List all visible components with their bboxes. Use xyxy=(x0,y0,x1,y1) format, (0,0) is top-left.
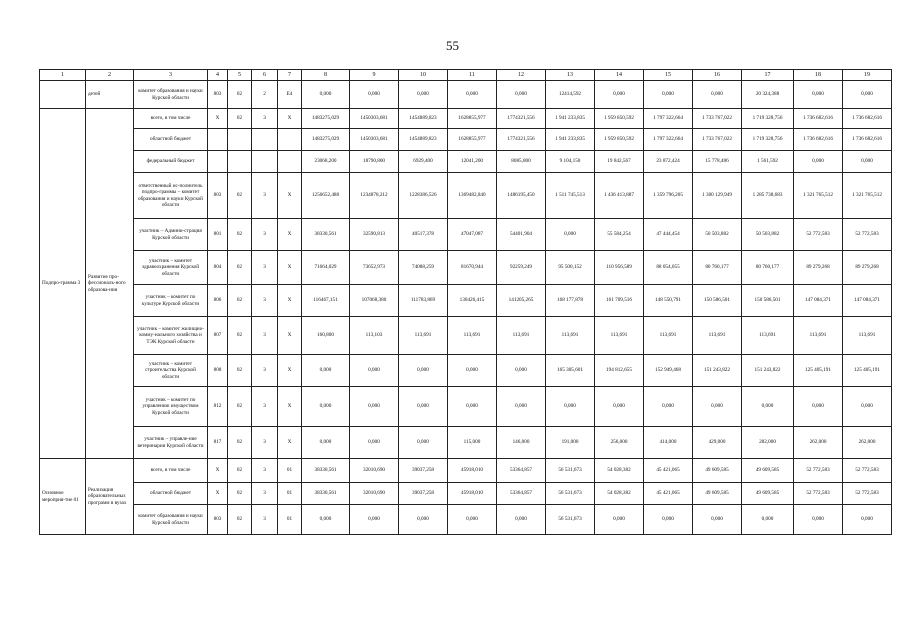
amount-cell: 15 778,486 xyxy=(693,151,742,173)
amount-cell: 1454889,823 xyxy=(399,109,448,129)
amount-cell: 151 243,822 xyxy=(693,355,742,387)
code-program: 02 xyxy=(228,505,252,535)
table-row xyxy=(40,173,892,219)
amount-cell: 52 772,583 xyxy=(794,483,843,505)
amount-cell: 113,691 xyxy=(843,317,892,355)
code-subprogram: 3 xyxy=(252,173,278,219)
amount-cell: 0,000 xyxy=(693,81,742,109)
table-row xyxy=(40,355,892,387)
amount-cell: 50 503,882 xyxy=(693,219,742,251)
amount-cell: 282,000 xyxy=(742,427,794,459)
amount-cell: 38330,561 xyxy=(302,483,350,505)
amount-cell: 80 760,177 xyxy=(742,251,794,285)
table-row xyxy=(40,387,892,427)
responsible-party: областной бюджет xyxy=(134,129,208,151)
amount-cell: 6929,400 xyxy=(399,151,448,173)
code-program: 02 xyxy=(228,427,252,459)
amount-cell: 47047,087 xyxy=(448,219,497,251)
column-header: 16 xyxy=(693,70,742,81)
code-activity: Х xyxy=(278,387,302,427)
amount-cell: 49 609,585 xyxy=(742,459,794,483)
amount-cell: 45918,010 xyxy=(448,459,497,483)
amount-cell: 113,691 xyxy=(644,317,693,355)
code-activity: Х xyxy=(278,109,302,129)
amount-cell: 23068,200 xyxy=(302,151,350,173)
amount-cell: 1 285 738,683 xyxy=(742,173,794,219)
amount-cell: 1 733 767,022 xyxy=(693,129,742,151)
amount-cell: 113,691 xyxy=(742,317,794,355)
code-program xyxy=(228,151,252,173)
code-subprogram: 3 xyxy=(252,505,278,535)
amount-cell: 160,800 xyxy=(302,317,350,355)
amount-cell: 1628855,977 xyxy=(448,109,497,129)
amount-cell: 1 561,592 xyxy=(742,151,794,173)
column-header: 15 xyxy=(644,70,693,81)
amount-cell: 1 719 328,756 xyxy=(742,129,794,151)
code-subprogram: 3 xyxy=(252,355,278,387)
amount-cell: 113,691 xyxy=(546,317,595,355)
table-row xyxy=(40,151,892,173)
table-row xyxy=(40,505,892,535)
amount-cell: 113,691 xyxy=(794,317,843,355)
amount-cell: 113,691 xyxy=(399,317,448,355)
amount-cell: 8085,800 xyxy=(497,151,546,173)
amount-cell: 0,000 xyxy=(350,81,399,109)
amount-cell: 148 550,791 xyxy=(644,285,693,317)
amount-cell: 0,000 xyxy=(448,387,497,427)
amount-cell: 12041,200 xyxy=(448,151,497,173)
amount-cell: 55 584,254 xyxy=(595,219,644,251)
code-grbs: Х xyxy=(208,483,228,505)
code-grbs: 803 xyxy=(208,505,228,535)
code-grbs: 804 xyxy=(208,251,228,285)
amount-cell: 0,000 xyxy=(497,355,546,387)
amount-cell: 0,000 xyxy=(794,505,843,535)
amount-cell: 49 609,585 xyxy=(742,483,794,505)
amount-cell: 0,000 xyxy=(350,387,399,427)
amount-cell: 0,000 xyxy=(350,355,399,387)
amount-cell: 0,000 xyxy=(644,81,693,109)
amount-cell: 1450303,681 xyxy=(350,109,399,129)
amount-cell: 74088,259 xyxy=(399,251,448,285)
amount-cell: 0,000 xyxy=(794,81,843,109)
amount-cell: 1 941 233,835 xyxy=(546,129,595,151)
amount-cell: 56 531,673 xyxy=(546,483,595,505)
table-row xyxy=(40,459,892,483)
column-header: 14 xyxy=(595,70,644,81)
table-row xyxy=(40,427,892,459)
amount-cell: 147 084,371 xyxy=(843,285,892,317)
amount-cell: 52 772,583 xyxy=(843,459,892,483)
amount-cell: 0,000 xyxy=(843,81,892,109)
responsible-party: участник – Админи-страция Курской области xyxy=(134,219,208,251)
amount-cell: 0,000 xyxy=(399,81,448,109)
amount-cell: 1 321 765,512 xyxy=(843,173,892,219)
amount-cell: 194 812,655 xyxy=(595,355,644,387)
code-program: 02 xyxy=(228,285,252,317)
amount-cell: 0,000 xyxy=(742,387,794,427)
amount-cell: 45 421,065 xyxy=(644,483,693,505)
table-row xyxy=(40,219,892,251)
amount-cell: 150 586,501 xyxy=(693,285,742,317)
program-label: Основное мероприя-тие 01 xyxy=(40,459,86,535)
amount-cell: 414,000 xyxy=(644,427,693,459)
column-header: 12 xyxy=(497,70,546,81)
amount-cell: 32010,690 xyxy=(350,483,399,505)
amount-cell: 20 324,388 xyxy=(742,81,794,109)
amount-cell: 0,000 xyxy=(742,505,794,535)
column-header: 19 xyxy=(843,70,892,81)
amount-cell: 1256652,488 xyxy=(302,173,350,219)
code-subprogram: 3 xyxy=(252,109,278,129)
amount-cell: 0,000 xyxy=(595,81,644,109)
responsible-party: федеральный бюджет xyxy=(134,151,208,173)
amount-cell: 1 959 850,592 xyxy=(595,109,644,129)
amount-cell: 81670,944 xyxy=(448,251,497,285)
amount-cell: 0,000 xyxy=(399,355,448,387)
amount-cell: 1628855,977 xyxy=(448,129,497,151)
amount-cell: 165 305,601 xyxy=(546,355,595,387)
amount-cell: 0,000 xyxy=(350,505,399,535)
column-header: 8 xyxy=(302,70,350,81)
program-name: Развитие про-фессиональ-ного образова-ния xyxy=(86,109,134,459)
amount-cell: 1 736 682,616 xyxy=(794,129,843,151)
column-header: 4 xyxy=(208,70,228,81)
amount-cell: 1774321,556 xyxy=(497,109,546,129)
amount-cell: 53364,857 xyxy=(497,483,546,505)
amount-cell: 262,000 xyxy=(794,427,843,459)
amount-cell: 12414,592 xyxy=(546,81,595,109)
program-label xyxy=(40,81,86,109)
amount-cell: 1483275,029 xyxy=(302,129,350,151)
amount-cell: 0,000 xyxy=(302,355,350,387)
amount-cell: 52 772,583 xyxy=(843,483,892,505)
amount-cell: 38330,561 xyxy=(302,219,350,251)
amount-cell: 32590,813 xyxy=(350,219,399,251)
code-subprogram: 3 xyxy=(252,219,278,251)
code-program: 02 xyxy=(228,219,252,251)
responsible-party: участник – комитет жилищно- комму-нального хозяйства и ТЭК Курской области xyxy=(134,317,208,355)
budget-table xyxy=(39,69,892,535)
amount-cell: 256,000 xyxy=(595,427,644,459)
code-program: 02 xyxy=(228,387,252,427)
amount-cell: 23 872,424 xyxy=(644,151,693,173)
amount-cell: 1 736 682,616 xyxy=(794,109,843,129)
code-subprogram: 3 xyxy=(252,427,278,459)
code-grbs: 803 xyxy=(208,173,228,219)
amount-cell: 1 511 745,513 xyxy=(546,173,595,219)
code-grbs xyxy=(208,129,228,151)
amount-cell: 80 760,177 xyxy=(693,251,742,285)
amount-cell: 130426,415 xyxy=(448,285,497,317)
code-program: 02 xyxy=(228,109,252,129)
code-activity: Х xyxy=(278,173,302,219)
amount-cell: 151 243,822 xyxy=(742,355,794,387)
amount-cell: 113,691 xyxy=(595,317,644,355)
amount-cell: 1 359 796,205 xyxy=(644,173,693,219)
amount-cell: 0,000 xyxy=(546,219,595,251)
table-row xyxy=(40,109,892,129)
amount-cell: 0,000 xyxy=(302,387,350,427)
code-activity: Х xyxy=(278,219,302,251)
code-grbs: 806 xyxy=(208,285,228,317)
amount-cell: 1 736 682,616 xyxy=(843,109,892,129)
amount-cell: 168 177,878 xyxy=(546,285,595,317)
responsible-party: ответственный ис-полнитель подпро-граммы – комитет образования и науки Курской области xyxy=(134,173,208,219)
amount-cell: 0,000 xyxy=(644,505,693,535)
amount-cell: 0,000 xyxy=(302,427,350,459)
responsible-party: участник – комитет строительства Курской области xyxy=(134,355,208,387)
table-row xyxy=(40,483,892,505)
amount-cell: 0,000 xyxy=(497,81,546,109)
code-activity xyxy=(278,151,302,173)
code-grbs xyxy=(208,151,228,173)
responsible-party: всего, в том числе xyxy=(134,459,208,483)
amount-cell: 0,000 xyxy=(794,387,843,427)
amount-cell: 39037,258 xyxy=(399,483,448,505)
amount-cell: 19 842,567 xyxy=(595,151,644,173)
code-program: 02 xyxy=(228,81,252,109)
amount-cell: 1 436 413,887 xyxy=(595,173,644,219)
amount-cell: 1486195,450 xyxy=(497,173,546,219)
code-activity: Х xyxy=(278,251,302,285)
code-grbs: 803 xyxy=(208,81,228,109)
amount-cell: 0,000 xyxy=(693,505,742,535)
code-subprogram: 3 xyxy=(252,387,278,427)
amount-cell: 1 736 682,616 xyxy=(843,129,892,151)
program-name: Реализация образовательных программ в вузах xyxy=(86,459,134,535)
column-header: 17 xyxy=(742,70,794,81)
amount-cell: 1 300 129,949 xyxy=(693,173,742,219)
amount-cell: 0,000 xyxy=(497,387,546,427)
table-row xyxy=(40,317,892,355)
column-header: 7 xyxy=(278,70,302,81)
amount-cell: 49 609,585 xyxy=(693,483,742,505)
amount-cell: 0,000 xyxy=(546,387,595,427)
responsible-party: областной бюджет xyxy=(134,483,208,505)
amount-cell: 113,691 xyxy=(448,317,497,355)
amount-cell: 0,000 xyxy=(302,505,350,535)
amount-cell: 113,691 xyxy=(693,317,742,355)
amount-cell: 0,000 xyxy=(644,387,693,427)
amount-cell: 429,000 xyxy=(693,427,742,459)
amount-cell: 150 586,501 xyxy=(742,285,794,317)
program-label: Подпро-грамма 3 xyxy=(40,109,86,459)
code-activity: 01 xyxy=(278,459,302,483)
code-activity: Х xyxy=(278,355,302,387)
amount-cell: 146,000 xyxy=(497,427,546,459)
amount-cell: 0,000 xyxy=(794,151,843,173)
amount-cell: 0,000 xyxy=(399,505,448,535)
amount-cell: 45918,010 xyxy=(448,483,497,505)
responsible-party: комитет образования и науки Курской области xyxy=(134,81,208,109)
amount-cell: 110 956,589 xyxy=(595,251,644,285)
responsible-party: участник – управле-ние ветеринарии Курской области xyxy=(134,427,208,459)
amount-cell: 1 321 765,512 xyxy=(794,173,843,219)
amount-cell: 0,000 xyxy=(843,151,892,173)
amount-cell: 0,000 xyxy=(448,355,497,387)
column-header: 9 xyxy=(350,70,399,81)
code-program xyxy=(228,129,252,151)
amount-cell: 115,000 xyxy=(448,427,497,459)
amount-cell: 0,000 xyxy=(399,387,448,427)
amount-cell: 0,000 xyxy=(595,387,644,427)
amount-cell: 1450303,681 xyxy=(350,129,399,151)
page-number: 55 xyxy=(446,38,459,53)
amount-cell: 113,103 xyxy=(350,317,399,355)
amount-cell: 0,000 xyxy=(497,505,546,535)
table-row xyxy=(40,81,892,109)
amount-cell: 49 609,585 xyxy=(693,459,742,483)
column-header: 10 xyxy=(399,70,448,81)
amount-cell: 152 949,468 xyxy=(644,355,693,387)
amount-cell: 107068,380 xyxy=(350,285,399,317)
amount-cell: 0,000 xyxy=(843,505,892,535)
code-activity: Х xyxy=(278,317,302,355)
amount-cell: 262,000 xyxy=(843,427,892,459)
amount-cell: 1369482,840 xyxy=(448,173,497,219)
amount-cell: 111783,869 xyxy=(399,285,448,317)
responsible-party: всего, в том числе xyxy=(134,109,208,129)
code-subprogram xyxy=(252,129,278,151)
column-header: 3 xyxy=(134,70,208,81)
amount-cell: 161 709,516 xyxy=(595,285,644,317)
amount-cell: 50 503,882 xyxy=(742,219,794,251)
amount-cell: 147 084,371 xyxy=(794,285,843,317)
amount-cell: 38330,561 xyxy=(302,459,350,483)
amount-cell: 52 772,583 xyxy=(794,459,843,483)
amount-cell: 54401,904 xyxy=(497,219,546,251)
code-grbs: 812 xyxy=(208,387,228,427)
amount-cell: 113,691 xyxy=(497,317,546,355)
code-subprogram: 3 xyxy=(252,285,278,317)
amount-cell: 71664,029 xyxy=(302,251,350,285)
responsible-party: комитет образования и науки Курской области xyxy=(134,505,208,535)
amount-cell: 1 797 322,664 xyxy=(644,109,693,129)
responsible-party: участник – комитет здравоохранения Курской области xyxy=(134,251,208,285)
amount-cell: 54 028,382 xyxy=(595,483,644,505)
amount-cell: 1228386,526 xyxy=(399,173,448,219)
code-program: 02 xyxy=(228,459,252,483)
amount-cell: 88 054,055 xyxy=(644,251,693,285)
code-activity xyxy=(278,129,302,151)
table-row xyxy=(40,285,892,317)
amount-cell: 125 405,191 xyxy=(843,355,892,387)
code-grbs: 807 xyxy=(208,317,228,355)
amount-cell: 54 028,382 xyxy=(595,459,644,483)
code-program: 02 xyxy=(228,317,252,355)
code-activity: 01 xyxy=(278,483,302,505)
amount-cell: 0,000 xyxy=(843,387,892,427)
amount-cell: 18790,800 xyxy=(350,151,399,173)
column-header: 18 xyxy=(794,70,843,81)
code-activity: Х xyxy=(278,427,302,459)
amount-cell: 45 421,065 xyxy=(644,459,693,483)
amount-cell: 1483275,029 xyxy=(302,109,350,129)
column-header: 2 xyxy=(86,70,134,81)
code-program: 02 xyxy=(228,173,252,219)
amount-cell: 56 531,673 xyxy=(546,459,595,483)
amount-cell: 95 500,152 xyxy=(546,251,595,285)
amount-cell: 1 797 322,664 xyxy=(644,129,693,151)
code-subprogram: 3 xyxy=(252,483,278,505)
responsible-party: участник – комитет по культуре Курской области xyxy=(134,285,208,317)
amount-cell: 1 719 328,756 xyxy=(742,109,794,129)
amount-cell: 141205,265 xyxy=(497,285,546,317)
amount-cell: 116467,151 xyxy=(302,285,350,317)
amount-cell: 89 279,268 xyxy=(794,251,843,285)
column-header: 6 xyxy=(252,70,278,81)
amount-cell: 92259,249 xyxy=(497,251,546,285)
amount-cell: 1 941 233,835 xyxy=(546,109,595,129)
column-header: 1 xyxy=(40,70,86,81)
amount-cell: 191,000 xyxy=(546,427,595,459)
table-row xyxy=(40,129,892,151)
amount-cell: 39037,258 xyxy=(399,459,448,483)
amount-cell: 1 959 850,592 xyxy=(595,129,644,151)
responsible-party: участник – комитет по управлению имуществом Курской области xyxy=(134,387,208,427)
amount-cell: 47 444,454 xyxy=(644,219,693,251)
amount-cell: 52 772,583 xyxy=(794,219,843,251)
code-subprogram: 2 xyxy=(252,81,278,109)
code-grbs: Х xyxy=(208,459,228,483)
amount-cell: 73652,973 xyxy=(350,251,399,285)
program-name: детей xyxy=(86,81,134,109)
column-header: 13 xyxy=(546,70,595,81)
column-header: 5 xyxy=(228,70,252,81)
code-program: 02 xyxy=(228,355,252,387)
amount-cell: 0,000 xyxy=(350,427,399,459)
amount-cell: 0,000 xyxy=(693,387,742,427)
code-subprogram: 3 xyxy=(252,317,278,355)
amount-cell: 1 733 767,022 xyxy=(693,109,742,129)
amount-cell: 1774321,556 xyxy=(497,129,546,151)
amount-cell: 0,000 xyxy=(399,427,448,459)
amount-cell: 52 772,583 xyxy=(843,219,892,251)
code-subprogram xyxy=(252,151,278,173)
code-subprogram: 3 xyxy=(252,251,278,285)
amount-cell: 0,000 xyxy=(595,505,644,535)
code-program: 02 xyxy=(228,483,252,505)
amount-cell: 0,000 xyxy=(448,81,497,109)
code-program: 02 xyxy=(228,251,252,285)
column-header: 11 xyxy=(448,70,497,81)
amount-cell: 125 405,191 xyxy=(794,355,843,387)
code-grbs: Х xyxy=(208,109,228,129)
code-grbs: 801 xyxy=(208,219,228,251)
code-grbs: 808 xyxy=(208,355,228,387)
table-row xyxy=(40,251,892,285)
code-subprogram: 3 xyxy=(252,459,278,483)
code-activity: Х xyxy=(278,285,302,317)
code-grbs: 817 xyxy=(208,427,228,459)
amount-cell: 1454889,823 xyxy=(399,129,448,151)
amount-cell: 0,000 xyxy=(302,81,350,109)
amount-cell: 53364,857 xyxy=(497,459,546,483)
amount-cell: 56 531,673 xyxy=(546,505,595,535)
code-activity: Е4 xyxy=(278,81,302,109)
amount-cell: 32010,690 xyxy=(350,459,399,483)
amount-cell: 0,000 xyxy=(448,505,497,535)
code-activity: 01 xyxy=(278,505,302,535)
amount-cell: 40517,378 xyxy=(399,219,448,251)
amount-cell: 9 104,150 xyxy=(546,151,595,173)
header-row xyxy=(40,70,892,81)
amount-cell: 89 279,268 xyxy=(843,251,892,285)
amount-cell: 1234878,212 xyxy=(350,173,399,219)
